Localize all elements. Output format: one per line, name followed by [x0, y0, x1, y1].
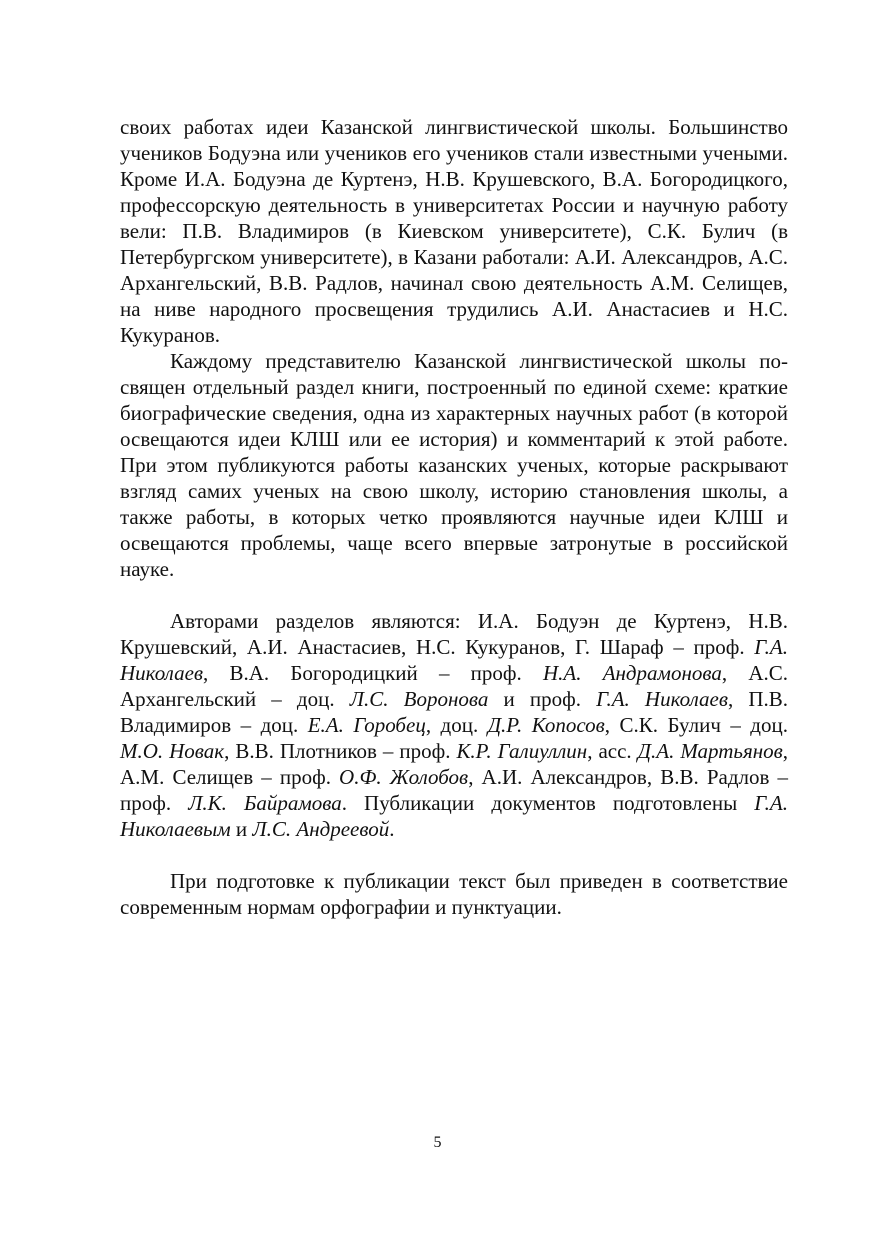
author-name: Л.С. Андреевой: [252, 817, 390, 841]
author-name: Е.А. Горобец: [307, 713, 426, 737]
author-name: Д.Р. Копосов: [487, 713, 605, 737]
author-name: Л.К. Байрамова: [188, 791, 342, 815]
page-number: 5: [433, 1134, 442, 1151]
author-name: К.Р. Галиуллин: [456, 739, 588, 763]
author-name: Г.А. Николаев: [120, 635, 788, 685]
text-run: , А.С. Архангельский – доц.: [120, 661, 788, 711]
author-name: Г.А. Николаевым: [120, 791, 788, 841]
author-name: Н.А. Андрамонова: [542, 661, 722, 685]
text-run: , А.М. Селищев – проф.: [120, 739, 788, 789]
paragraph-3: [120, 608, 788, 842]
text-run: При подготовке к публикации текст был приведен в соответствие современным нормам орфографии и пунктуации.: [120, 869, 788, 919]
text-run: Авторами разделов являются: И.А. Бодуэн де Куртенэ, Н.В. Крушевский, А.И. Анастасиев, Н.С. Кукуранов, Г. Шараф – проф.: [120, 609, 788, 659]
text-run: , доц.: [425, 713, 488, 737]
text-run: , П.В. Владимиров – доц.: [120, 687, 788, 737]
text-run: и проф.: [488, 687, 597, 711]
paragraph-gap: [120, 582, 788, 608]
author-name: Л.С. Воронова: [349, 687, 489, 711]
author-name: М.О. Новак: [120, 739, 225, 763]
text-run: , асс.: [587, 739, 638, 763]
text-run: , В.А. Богородицкий – проф.: [203, 661, 543, 685]
body-text: [120, 114, 788, 920]
text-run: , С.К. Булич – доц.: [604, 713, 788, 737]
author-name: Д.А. Мартьянов: [637, 739, 783, 763]
text-run: , В.В. Плотников – проф.: [224, 739, 457, 763]
text-run: .: [389, 817, 395, 841]
paragraph-gap: [120, 842, 788, 868]
text-run: , А.И. Александров, В.В. Радлов – проф.: [120, 765, 788, 815]
text-run: Каждому представителю Казанской лингвистической школы посвящен отдельный раздел книги, построенный по единой схеме: краткие биографические сведения, одна из характерных научных работ (в которой освещаются идеи КЛШ или ее история) и комментарий к этой работе. При этом публикуются работы казанских ученых, которые раскрывают взгляд самих ученых на свою школу, историю становления школы, а также работы, в которых четко проявляются научные идеи КЛШ и освещаются проблемы, чаще всего впервые затронутые в российской науке.: [120, 349, 788, 581]
paragraph-1: [120, 114, 788, 348]
text-run: и: [230, 817, 253, 841]
author-name: О.Ф. Жолобов: [339, 765, 469, 789]
author-name: Г.А. Николаев: [596, 687, 728, 711]
text-run: своих работах идеи Казанской лингвистической школы. Большинство учеников Бодуэна или учеников его учеников стали известными учеными. Кроме И.А. Бодуэна де Куртенэ, Н.В. Крушевского, В.А. Богородицкого, профессорскую деятельность в университетах России и научную работу вели: П.В. Владимиров (в Киевском университете), С.К. Булич (в Петербургском университете), в Казани работали: А.И. Александров, А.С. Архангельский, В.В. Радлов, начинал свою деятельность А.М. Селищев, на ниве народного просвещения трудились А.И. Анастасиев и Н.С. Кукуранов.: [120, 115, 788, 347]
paragraph-2: [120, 348, 788, 582]
paragraph-4: [120, 868, 788, 920]
text-run: . Публикации документов подготовлены: [341, 791, 755, 815]
